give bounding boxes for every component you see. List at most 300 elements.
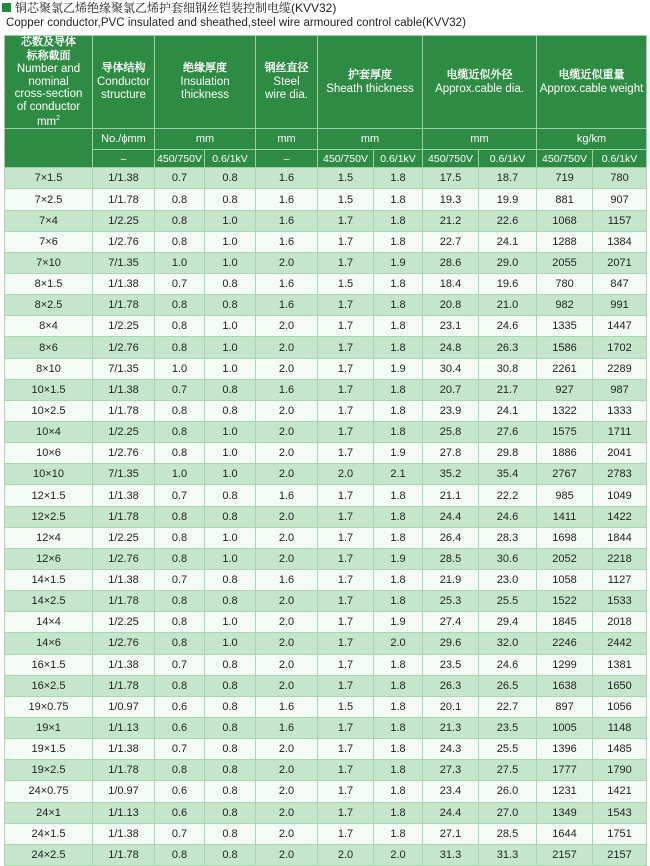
table-cell: 0.8 (205, 781, 256, 802)
header-steel-wire-dia: 钢丝直径 Steel wire dia. (256, 36, 318, 129)
table-cell: 0.8 (205, 696, 256, 717)
table-cell: 1.7 (318, 823, 374, 844)
table-cell: 19×0.75 (5, 696, 93, 717)
table-cell: 1.5 (318, 189, 374, 210)
table-cell: 32.0 (479, 633, 537, 654)
table-cell: 1/2.76 (93, 548, 155, 569)
table-cell: 1.8 (374, 654, 423, 675)
table-cell: 1/1.78 (93, 295, 155, 316)
table-cell: 2.0 (256, 612, 318, 633)
table-cell: 19×2.5 (5, 760, 93, 781)
table-cell: 1381 (593, 654, 647, 675)
table-cell: 1.8 (374, 379, 423, 400)
table-cell: 1.7 (318, 400, 374, 421)
table-cell: 1522 (537, 591, 593, 612)
table-cell: 26.5 (479, 675, 537, 696)
table-cell: 1.7 (318, 379, 374, 400)
table-cell: 1.7 (318, 548, 374, 569)
table-cell: 0.8 (155, 422, 205, 443)
table-cell: 27.8 (423, 443, 479, 464)
table-cell: 780 (537, 274, 593, 295)
table-cell: 0.8 (205, 823, 256, 844)
table-cell: 7×6 (5, 231, 93, 252)
table-cell: 7/1.35 (93, 252, 155, 273)
table-row (5, 379, 647, 400)
table-cell: 0.7 (155, 823, 205, 844)
table-cell: 12×4 (5, 527, 93, 548)
table-cell: 1.7 (318, 654, 374, 675)
table-cell: 1049 (593, 485, 647, 506)
subunit-dia-450: 450/750V (423, 150, 479, 168)
table-cell: 1/1.78 (93, 591, 155, 612)
table-cell: 2.0 (256, 337, 318, 358)
table-cell: 1845 (537, 612, 593, 633)
table-cell: 0.6 (155, 717, 205, 738)
table-cell: 0.8 (155, 506, 205, 527)
table-cell: 25.3 (423, 591, 479, 612)
table-cell: 1.0 (205, 527, 256, 548)
table-cell: 1.8 (374, 337, 423, 358)
table-cell: 1.6 (256, 485, 318, 506)
table-cell: 2018 (593, 612, 647, 633)
table-cell: 1.7 (318, 633, 374, 654)
table-cell: 30.4 (423, 358, 479, 379)
table-cell: 1/1.78 (93, 760, 155, 781)
table-cell: 1.0 (205, 464, 256, 485)
table-cell: 1.7 (318, 231, 374, 252)
table-cell: 0.8 (155, 548, 205, 569)
table-cell: 1.7 (318, 295, 374, 316)
table-cell: 1.0 (205, 210, 256, 231)
table-cell: 20.8 (423, 295, 479, 316)
table-cell: 7×10 (5, 252, 93, 273)
table-cell: 19×1.5 (5, 739, 93, 760)
table-cell: 0.8 (205, 675, 256, 696)
table-cell: 12×6 (5, 548, 93, 569)
table-cell: 1231 (537, 781, 593, 802)
table-cell: 31.3 (479, 844, 537, 865)
table-cell: 0.8 (155, 316, 205, 337)
table-cell: 2261 (537, 358, 593, 379)
table-cell: 2041 (593, 443, 647, 464)
table-cell: 1.7 (318, 717, 374, 738)
table-cell: 1127 (593, 570, 647, 591)
table-cell: 25.5 (479, 739, 537, 760)
table-cell: 24.1 (479, 231, 537, 252)
table-cell: 1/1.13 (93, 717, 155, 738)
table-cell: 1575 (537, 422, 593, 443)
table-cell: 2783 (593, 464, 647, 485)
table-cell: 0.7 (155, 379, 205, 400)
table-cell: 26.3 (423, 675, 479, 696)
table-cell: 20.1 (423, 696, 479, 717)
table-cell: 27.0 (479, 802, 537, 823)
subunit-wire: – (256, 150, 318, 168)
table-cell: 0.8 (205, 591, 256, 612)
table-cell: 1068 (537, 210, 593, 231)
table-cell: 35.4 (479, 464, 537, 485)
table-cell: 1.7 (318, 781, 374, 802)
table-cell: 8×2.5 (5, 295, 93, 316)
table-cell: 1.6 (256, 168, 318, 189)
table-cell: 1.7 (318, 252, 374, 273)
table-cell: 24.3 (423, 739, 479, 760)
table-cell: 35.2 (423, 464, 479, 485)
table-cell: 19.6 (479, 274, 537, 295)
table-cell: 23.5 (479, 717, 537, 738)
table-cell: 0.8 (205, 739, 256, 760)
table-cell: 1.8 (374, 717, 423, 738)
table-cell: 26.0 (479, 781, 537, 802)
table-cell: 1.8 (374, 231, 423, 252)
table-cell: 29.4 (479, 612, 537, 633)
table-cell: 0.7 (155, 739, 205, 760)
cable-spec-table (4, 35, 647, 866)
table-cell: 20.7 (423, 379, 479, 400)
table-cell: 1485 (593, 739, 647, 760)
table-cell: 1.7 (318, 337, 374, 358)
table-cell: 0.8 (205, 760, 256, 781)
table-cell: 8×4 (5, 316, 93, 337)
table-cell: 0.8 (205, 570, 256, 591)
table-cell: 21.2 (423, 210, 479, 231)
table-cell: 2.0 (256, 739, 318, 760)
subunit-ins-1kv: 0.6/1kV (205, 150, 256, 168)
table-cell: 2289 (593, 358, 647, 379)
table-cell: 1.0 (155, 464, 205, 485)
table-row (5, 760, 647, 781)
table-cell: 1.7 (318, 527, 374, 548)
table-cell: 1.8 (374, 760, 423, 781)
table-cell: 1.8 (374, 168, 423, 189)
table-cell: 1.6 (256, 295, 318, 316)
table-cell: 1.9 (374, 612, 423, 633)
table-cell: 1.8 (374, 591, 423, 612)
table-row (5, 717, 647, 738)
table-cell: 1056 (593, 696, 647, 717)
table-cell: 24.4 (423, 802, 479, 823)
table-cell: 27.1 (423, 823, 479, 844)
table-cell: 987 (593, 379, 647, 400)
table-cell: 2.0 (256, 443, 318, 464)
table-cell: 1/1.13 (93, 802, 155, 823)
table-row (5, 823, 647, 844)
table-row (5, 844, 647, 865)
table-header (5, 36, 647, 168)
table-cell: 1288 (537, 231, 593, 252)
table-cell: 0.8 (155, 527, 205, 548)
table-cell: 1586 (537, 337, 593, 358)
table-cell: 719 (537, 168, 593, 189)
table-cell: 1396 (537, 739, 593, 760)
table-cell: 14×4 (5, 612, 93, 633)
table-row (5, 591, 647, 612)
table-cell: 1.7 (318, 358, 374, 379)
table-cell: 1.5 (318, 274, 374, 295)
table-cell: 0.8 (205, 654, 256, 675)
table-cell: 1157 (593, 210, 647, 231)
table-cell: 26.4 (423, 527, 479, 548)
table-cell: 0.8 (155, 675, 205, 696)
table-cell: 1.8 (374, 316, 423, 337)
unit-weight: kg/km (537, 129, 647, 150)
table-row (5, 654, 647, 675)
table-cell: 1.8 (374, 570, 423, 591)
table-cell: 1/1.38 (93, 168, 155, 189)
table-cell: 1005 (537, 717, 593, 738)
table-cell: 0.8 (155, 210, 205, 231)
title-text: 铜芯聚氯乙烯绝缘聚氯乙烯护套细钢丝铠装控制电缆(KVV32) (15, 1, 337, 15)
table-cell: 2.0 (256, 400, 318, 421)
table-cell: 18.7 (479, 168, 537, 189)
table-cell: 10×6 (5, 443, 93, 464)
unit-structure: No./ϕmm (93, 129, 155, 150)
table-cell: 0.8 (205, 485, 256, 506)
table-row (5, 358, 647, 379)
table-cell: 1711 (593, 422, 647, 443)
table-cell: 1/2.25 (93, 612, 155, 633)
table-cell: 2.0 (318, 464, 374, 485)
table-cell: 30.8 (479, 358, 537, 379)
table-cell: 29.8 (479, 443, 537, 464)
table-cell: 10×4 (5, 422, 93, 443)
table-cell: 1/2.76 (93, 443, 155, 464)
table-cell: 985 (537, 485, 593, 506)
table-cell: 2.0 (256, 358, 318, 379)
header-insulation-thickness: 绝缘厚度 Insulation thickness (155, 36, 256, 129)
table-row (5, 675, 647, 696)
table-row (5, 422, 647, 443)
table-cell: 22.7 (423, 231, 479, 252)
title-bullet-icon (2, 3, 11, 12)
table-cell: 14×2.5 (5, 591, 93, 612)
table-cell: 23.5 (423, 654, 479, 675)
table-cell: 0.7 (155, 485, 205, 506)
table-cell: 2218 (593, 548, 647, 569)
table-cell: 1384 (593, 231, 647, 252)
table-cell: 1058 (537, 570, 593, 591)
table-row (5, 443, 647, 464)
table-cell: 1.7 (318, 506, 374, 527)
table-cell: 16×1.5 (5, 654, 93, 675)
table-cell: 1543 (593, 802, 647, 823)
table-cell: 24.8 (423, 337, 479, 358)
table-cell: 1.8 (374, 485, 423, 506)
table-cell: 1.8 (374, 823, 423, 844)
table-cell: 2.0 (256, 675, 318, 696)
table-cell: 1.8 (374, 781, 423, 802)
table-cell: 0.7 (155, 274, 205, 295)
table-cell: 30.6 (479, 548, 537, 569)
table-row (5, 570, 647, 591)
table-cell: 21.1 (423, 485, 479, 506)
table-cell: 19.3 (423, 189, 479, 210)
table-row (5, 168, 647, 189)
table-cell: 1.9 (374, 548, 423, 569)
table-row (5, 252, 647, 273)
table-cell: 1.6 (256, 379, 318, 400)
table-cell: 1.0 (205, 612, 256, 633)
table-cell: 1.8 (374, 295, 423, 316)
table-cell: 0.8 (205, 295, 256, 316)
table-cell: 2.0 (256, 422, 318, 443)
table-cell: 8×6 (5, 337, 93, 358)
table-cell: 881 (537, 189, 593, 210)
table-cell: 1.7 (318, 760, 374, 781)
table-cell: 27.3 (423, 760, 479, 781)
table-cell: 1/2.76 (93, 633, 155, 654)
table-cell: 1.0 (155, 252, 205, 273)
table-body (5, 168, 647, 866)
table-cell: 1/1.38 (93, 654, 155, 675)
table-cell: 1349 (537, 802, 593, 823)
table-cell: 927 (537, 379, 593, 400)
table-cell: 1.7 (318, 570, 374, 591)
table-cell: 14×6 (5, 633, 93, 654)
table-cell: 24×2.5 (5, 844, 93, 865)
table-cell: 2.0 (256, 548, 318, 569)
table-cell: 0.8 (205, 168, 256, 189)
table-cell: 1702 (593, 337, 647, 358)
table-cell: 2.0 (256, 844, 318, 865)
unit-wire: mm (256, 129, 318, 150)
table-cell: 1/1.38 (93, 379, 155, 400)
table-cell: 1/1.38 (93, 274, 155, 295)
table-cell: 7/1.35 (93, 358, 155, 379)
table-row (5, 231, 647, 252)
table-row (5, 274, 647, 295)
table-cell: 0.8 (205, 506, 256, 527)
table-cell: 1.8 (374, 189, 423, 210)
table-cell: 24×1.5 (5, 823, 93, 844)
table-cell: 1299 (537, 654, 593, 675)
table-cell: 28.6 (423, 252, 479, 273)
table-cell: 1.5 (318, 696, 374, 717)
table-cell: 1.0 (205, 443, 256, 464)
table-cell: 0.8 (205, 844, 256, 865)
table-row (5, 527, 647, 548)
table-cell: 1.7 (318, 210, 374, 231)
table-cell: 1.7 (318, 675, 374, 696)
table-cell: 24.1 (479, 400, 537, 421)
table-cell: 0.8 (205, 802, 256, 823)
table-cell: 22.2 (479, 485, 537, 506)
table-cell: 1.7 (318, 316, 374, 337)
table-cell: 7×4 (5, 210, 93, 231)
table-cell: 7×2.5 (5, 189, 93, 210)
table-cell: 2052 (537, 548, 593, 569)
table-cell: 1322 (537, 400, 593, 421)
table-cell: 1.6 (256, 210, 318, 231)
table-cell: 1644 (537, 823, 593, 844)
table-cell: 2442 (593, 633, 647, 654)
table-cell: 2.0 (256, 802, 318, 823)
header-voltage-row (5, 150, 647, 168)
table-row (5, 633, 647, 654)
table-cell: 1.9 (374, 252, 423, 273)
table-cell: 2.0 (318, 844, 374, 865)
table-cell: 1.8 (374, 696, 423, 717)
table-cell: 31.3 (423, 844, 479, 865)
table-cell: 22.6 (479, 210, 537, 231)
table-row (5, 337, 647, 358)
table-cell: 2.0 (256, 464, 318, 485)
table-cell: 0.8 (205, 274, 256, 295)
table-cell: 28.3 (479, 527, 537, 548)
table-cell: 1.6 (256, 274, 318, 295)
table-cell: 17.5 (423, 168, 479, 189)
table-cell: 21.9 (423, 570, 479, 591)
table-cell: 1.0 (205, 231, 256, 252)
table-cell: 1333 (593, 400, 647, 421)
header-conductor-structure: 导体结构 Conductor structure (93, 36, 155, 129)
table-cell: 21.0 (479, 295, 537, 316)
table-cell: 897 (537, 696, 593, 717)
table-cell: 0.8 (155, 231, 205, 252)
table-cell: 1.8 (374, 802, 423, 823)
table-row (5, 802, 647, 823)
table-cell: 10×10 (5, 464, 93, 485)
table-cell: 0.8 (155, 189, 205, 210)
table-cell: 0.8 (155, 760, 205, 781)
table-cell: 1.7 (318, 485, 374, 506)
header-cable-weight: 电缆近似重量 Approx.cable weight (537, 36, 647, 129)
table-cell: 8×1.5 (5, 274, 93, 295)
table-cell: 25.5 (479, 591, 537, 612)
table-cell: 0.8 (155, 337, 205, 358)
table-cell: 1.8 (374, 739, 423, 760)
table-cell: 1/1.38 (93, 823, 155, 844)
table-cell: 0.8 (155, 400, 205, 421)
table-cell: 1.6 (256, 717, 318, 738)
table-cell: 1.6 (256, 231, 318, 252)
subunit-sheath-1kv: 0.6/1kV (374, 150, 423, 168)
table-cell: 1.0 (155, 358, 205, 379)
table-row (5, 210, 647, 231)
table-cell: 0.8 (155, 633, 205, 654)
table-cell: 1777 (537, 760, 593, 781)
table-cell: 12×1.5 (5, 485, 93, 506)
table-cell: 24×0.75 (5, 781, 93, 802)
table-cell: 1411 (537, 506, 593, 527)
unit-insulation: mm (155, 129, 256, 150)
table-cell: 28.5 (479, 823, 537, 844)
header-sheath-thickness: 护套厚度 Sheath thickness (318, 36, 423, 129)
table-cell: 2.0 (256, 506, 318, 527)
table-row (5, 612, 647, 633)
table-cell: 29.0 (479, 252, 537, 273)
table-cell: 1/1.38 (93, 570, 155, 591)
table-cell: 1.8 (374, 506, 423, 527)
table-cell: 2157 (537, 844, 593, 865)
table-cell: 1/1.78 (93, 844, 155, 865)
table-cell: 0.6 (155, 781, 205, 802)
table-cell: 25.8 (423, 422, 479, 443)
table-cell: 2.0 (256, 591, 318, 612)
table-cell: 18.4 (423, 274, 479, 295)
table-cell: 1.0 (205, 633, 256, 654)
table-cell: 23.4 (423, 781, 479, 802)
table-cell: 7×1.5 (5, 168, 93, 189)
table-cell: 1/1.78 (93, 506, 155, 527)
table-row (5, 696, 647, 717)
page-subtitle: Copper conductor,PVC insulated and sheathed,steel wire armoured control cable(KVV32) (6, 17, 466, 29)
table-cell: 1/1.38 (93, 485, 155, 506)
table-cell: 2.0 (256, 252, 318, 273)
table-cell: 28.5 (423, 548, 479, 569)
subunit-weight-450: 450/750V (537, 150, 593, 168)
table-cell: 1.7 (318, 739, 374, 760)
